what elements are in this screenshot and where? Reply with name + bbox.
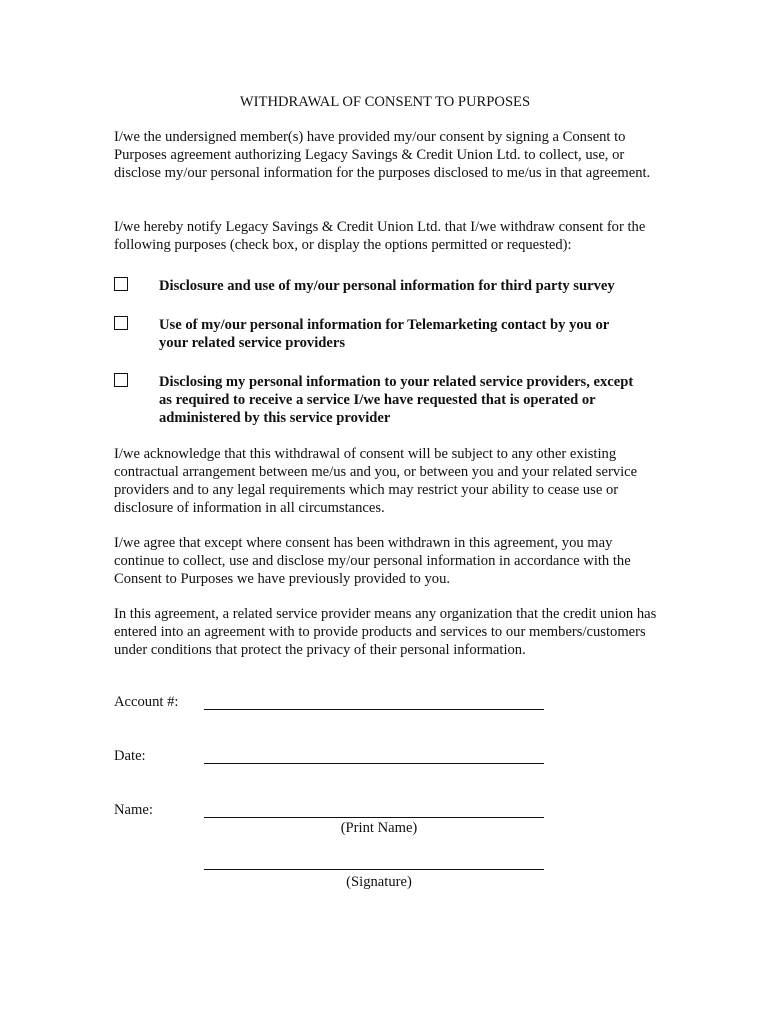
account-label: Account #: xyxy=(114,694,179,710)
date-field[interactable] xyxy=(204,763,544,764)
print-name-caption: (Print Name) xyxy=(340,820,418,836)
option-label: Disclosing my personal information to your related service providers, except as required to receive a service I/we have requested that is operated or administered by this service provider xyxy=(159,374,634,426)
signature-field[interactable] xyxy=(204,869,544,870)
agreement-paragraph: I/we agree that except where consent has been withdrawn in this agreement, you may continue to collect, use and disclose my/our personal information in accordance with the Consent to Purposes we have previously provided to you. xyxy=(114,535,631,587)
notice-paragraph: I/we hereby notify Legacy Savings & Credit Union Ltd. that I/we withdraw consent for the following purposes (check box, or display the options permitted or requested): xyxy=(114,219,646,253)
signature-caption: (Signature) xyxy=(346,874,412,890)
date-label: Date: xyxy=(114,748,146,764)
acknowledgement-paragraph: I/we acknowledge that this withdrawal of consent will be subject to any other existing contractual arrangement between me/us and you, or between you and your related service providers and to any legal requirements which may restrict your ability to cease use or disclosure of information in all circumstances. xyxy=(114,446,638,516)
print-name-field[interactable] xyxy=(204,817,544,818)
checkbox-third-party-survey[interactable] xyxy=(114,277,128,291)
option-label: Disclosure and use of my/our personal information for third party survey xyxy=(159,278,615,294)
checkbox-service-providers[interactable] xyxy=(114,373,128,387)
name-label: Name: xyxy=(114,802,153,818)
document-title: WITHDRAWAL OF CONSENT TO PURPOSES xyxy=(239,94,531,110)
option-label: Use of my/our personal information for Telemarketing contact by you or your related service providers xyxy=(159,317,609,351)
intro-paragraph: I/we the undersigned member(s) have provided my/our consent by signing a Consent to Purposes agreement authorizing Legacy Savings & Credit Union Ltd. to collect, use, or disclose my/our personal information for the purposes disclosed to me/us in that agreement. xyxy=(114,129,651,181)
account-field[interactable] xyxy=(204,709,544,710)
checkbox-telemarketing[interactable] xyxy=(114,316,128,330)
definition-paragraph: In this agreement, a related service provider means any organization that the credit union has entered into an agreement with to provide products and services to our members/customers under conditions that protect the privacy of their personal information. xyxy=(114,606,657,658)
